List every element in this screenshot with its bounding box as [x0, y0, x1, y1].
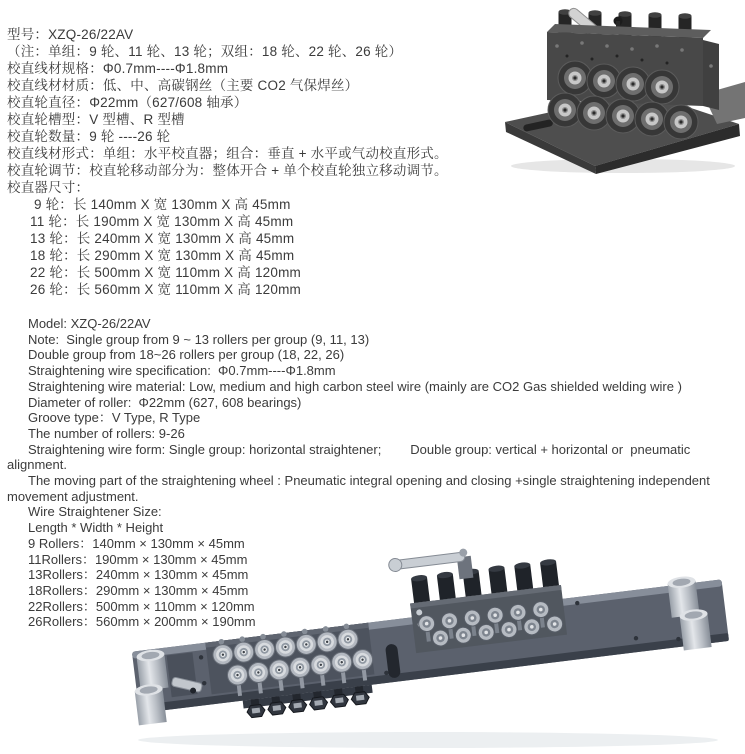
spec-line: Wire Straightener Size: — [28, 504, 162, 520]
spec-line: 22 轮：长 500mm X 宽 110mm X 高 120mm — [30, 265, 301, 280]
spec-line: Diameter of roller: Φ22mm (627, 608 bearings) — [28, 394, 302, 410]
spec-line: 26Rollers：560mm × 200mm × 190mm — [28, 614, 256, 630]
chinese-spec-block — [7, 26, 448, 298]
spec-line: 9 Rollers：140mm × 130mm × 45mm — [28, 535, 245, 551]
nine-roller-machine-image — [497, 6, 745, 174]
spec-line: Straightening wire specification: Φ0.7mm----Φ1.8mm — [28, 363, 336, 379]
spec-line: Straightening wire material: Low, medium and high carbon steel wire (mainly are CO2 Gas shielded welding wire ) — [28, 378, 682, 394]
spec-line: 校直线材材质：低、中、高碳钢丝（主要 CO2 气保焊丝） — [7, 78, 359, 93]
spec-line: Note: Single group from 9 ~ 13 rollers per group (9, 11, 13) — [28, 331, 370, 347]
spec-line: Model: XZQ-26/22AV — [28, 316, 151, 331]
spec-line: 22Rollers：500mm × 110mm × 120mm — [28, 598, 255, 614]
spec-line: 9 轮：长 140mm X 宽 130mm X 高 45mm — [30, 197, 291, 212]
spec-line: 18Rollers：290mm × 130mm × 45mm — [28, 582, 249, 598]
spec-line: Straightening wire form: Single group: horizontal straightener; Double group: vertical + horizontal or pneumatic — [28, 441, 691, 457]
spec-line: 校直线材形式：单组：水平校直器；组合：垂直 + 水平或气动校直形式。 — [7, 146, 448, 161]
spec-line: 校直轮槽型：V 型槽、R 型槽 — [7, 112, 185, 127]
spec-line: 11 轮：长 190mm X 宽 130mm X 高 45mm — [30, 214, 294, 229]
dual-group-machine-image — [128, 548, 745, 754]
product-photo-top — [497, 6, 745, 174]
product-photo-bottom — [128, 548, 745, 754]
spec-line: 11Rollers：190mm × 130mm × 45mm — [28, 551, 248, 567]
spec-line: 校直轮直径：Φ22mm（627/608 轴承） — [7, 95, 248, 110]
spec-line: The moving part of the straightening wheel : Pneumatic integral opening and closing +single straightening independent — [28, 473, 710, 489]
spec-line: Length * Width * Height — [28, 520, 164, 536]
spec-line: 校直轮调节：校直轮移动部分为：整体开合 + 单个校直轮独立移动调节。 — [7, 163, 448, 178]
spec-line: Double group from 18~26 rollers per group (18, 22, 26) — [28, 347, 345, 363]
spec-line: 18 轮：长 290mm X 宽 130mm X 高 45mm — [30, 248, 295, 263]
spec-line: 13Rollers：240mm × 130mm × 45mm — [28, 567, 249, 583]
spec-line: 13 轮：长 240mm X 宽 130mm X 高 45mm — [30, 231, 295, 246]
spec-line: alignment. — [7, 457, 67, 473]
spec-line: 26 轮：长 560mm X 宽 110mm X 高 120mm — [30, 282, 301, 297]
spec-line: Groove type：V Type, R Type — [28, 410, 201, 426]
spec-line: The number of rollers: 9-26 — [28, 425, 185, 441]
spec-line: 校直线材规格：Φ0.7mm----Φ1.8mm — [7, 61, 229, 76]
spec-line: 型号：XZQ-26/22AV — [7, 27, 134, 42]
spec-line: （注：单组：9 轮、11 轮、13 轮；双组：18 轮、22 轮、26 轮） — [7, 44, 403, 59]
spec-line: movement adjustment. — [7, 488, 139, 504]
spec-line: 校直轮数量：9 轮 ----26 轮 — [7, 129, 171, 144]
spec-line: 校直器尺寸： — [7, 180, 90, 195]
